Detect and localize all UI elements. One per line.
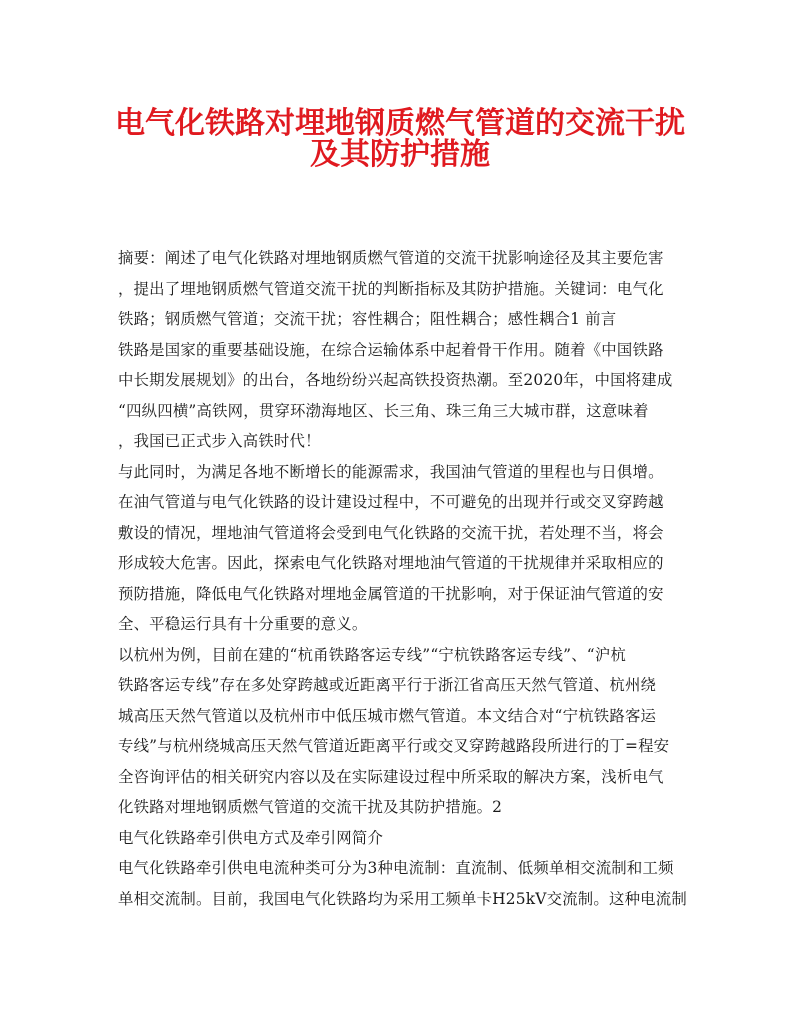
body-line: 专线”与杭州绕城高压天然气管道近距离平行或交叉穿跨越路段所进行的丁=程安 <box>118 737 670 755</box>
body-line: “四纵四横”高铁网，贯穿环渤海地区、长三角、珠三角三大城市群，这意味着 <box>118 401 649 420</box>
body-line: 单相交流制。目前，我国电气化铁路均为采用工频单卡H25kV交流制。这种电流制 <box>118 889 687 908</box>
body-line: 铁路是国家的重要基础设施，在综合运输体系中起着骨干作用。随着《中国铁路 <box>118 340 664 359</box>
body-line: 电气化铁路牵引供电电流种类可分为3种电流制：直流制、低频单相交流制和工频 <box>118 859 674 877</box>
body-line: 形成较大危害。因此，探索电气化铁路对埋地油气管道的干扰规律并采取相应的 <box>118 554 664 572</box>
body-line: 中长期发展规划》的出台，各地纷纷兴起高铁投资热潮。至2020年，中国将建成 <box>118 371 673 389</box>
body-line: 与此同时，为满足各地不断增长的能源需求，我国油气管道的里程也与日俱增。 <box>118 462 664 481</box>
body-line: 摘要：阐述了电气化铁路对埋地钢质燃气管道的交流干扰影响途径及其主要危害 <box>118 249 664 267</box>
body-line: 化铁路对埋地钢质燃气管道的交流干扰及其防护措施。2 <box>118 798 503 816</box>
title-line-2: 及其防护措施 <box>310 136 490 172</box>
body-line: 铁路；钢质燃气管道；交流干扰；容性耦合；阻性耦合；感性耦合1 前言 <box>118 310 617 328</box>
body-line: 铁路客运专线”存在多处穿跨越或近距离平行于浙江省高压天然气管道、杭州绕 <box>118 676 657 694</box>
title-line-1: 电气化铁路对埋地钢质燃气管道的交流干扰 <box>115 106 685 141</box>
body-line: 全咨询评估的相关研究内容以及在实际建设过程中所采取的解决方案，浅析电气 <box>118 767 664 786</box>
body-line: 预防措施，降低电气化铁路对埋地金属管道的干扰影响，对于保证油气管道的安 <box>118 584 664 603</box>
document-body <box>118 243 687 914</box>
body-line: ，提出了埋地钢质燃气管道交流干扰的判断指标及其防护措施。关键词：电气化 <box>118 279 664 298</box>
body-line: 敷设的情况，埋地油气管道将会受到电气化铁路的交流干扰，若处理不当，将会 <box>118 523 664 542</box>
body-line: 以杭州为例，目前在建的“杭甬铁路客运专线”“宁杭铁路客运专线”、“沪杭 <box>118 645 627 664</box>
body-line: 全、平稳运行具有十分重要的意义。 <box>118 615 368 633</box>
body-line: 电气化铁路牵引供电方式及牵引网简介 <box>118 828 384 847</box>
document-title <box>100 101 700 172</box>
body-line: ，我国已正式步入高铁时代！ <box>118 432 321 450</box>
body-line: 在油气管道与电气化铁路的设计建设过程中，不可避免的出现并行或交叉穿跨越 <box>118 493 664 511</box>
body-line: 城高压天然气管道以及杭州市中低压城市燃气管道。本文结合对“宁杭铁路客运 <box>118 706 657 725</box>
